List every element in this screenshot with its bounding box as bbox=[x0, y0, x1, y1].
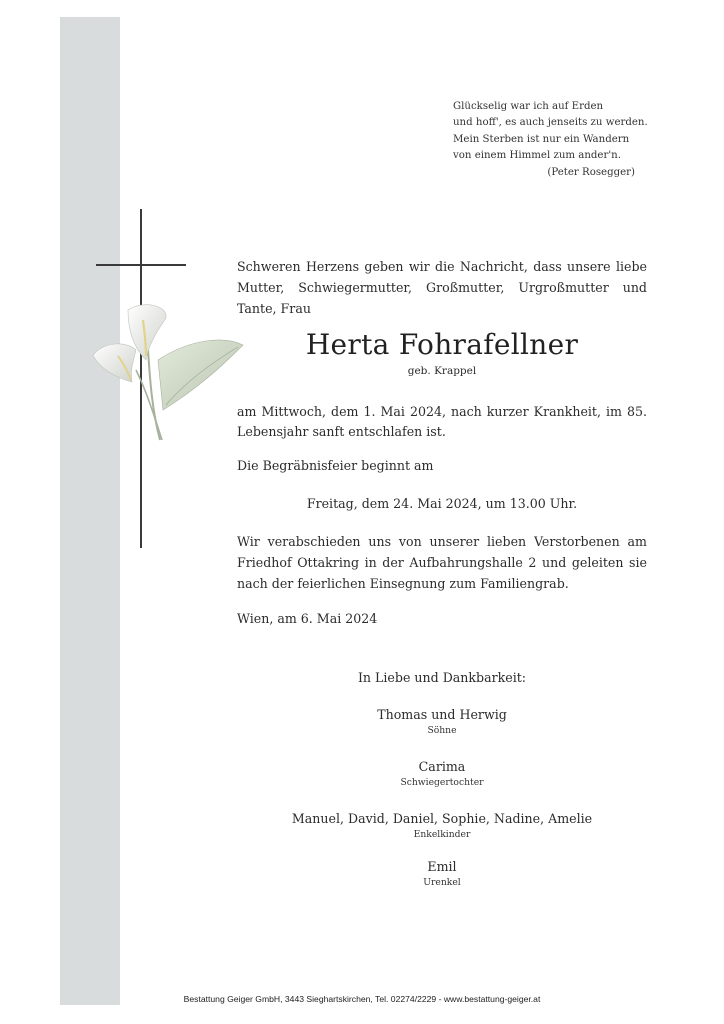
mourner-relation: Enkelkinder bbox=[413, 829, 471, 840]
footer: Bestattung Geiger GmbH, 3443 Sieghartskirchen, Tel. 02274/2229 - www.bestattung-geiger.at bbox=[183, 994, 541, 1004]
quote bbox=[453, 99, 653, 181]
birth-name: geb. Krappel bbox=[407, 365, 477, 377]
funeral-date: Freitag, dem 24. Mai 2024, um 13.00 Uhr. bbox=[306, 496, 578, 511]
mourner-entry bbox=[237, 758, 647, 789]
quote-line: von einem Himmel zum ander'n. bbox=[453, 150, 621, 162]
signoff: In Liebe und Dankbarkeit: bbox=[357, 670, 527, 685]
place-date: Wien, am 6. Mai 2024 bbox=[237, 611, 378, 626]
mourner-entry bbox=[237, 810, 647, 841]
side-band bbox=[60, 17, 120, 1005]
mourner-entry bbox=[237, 858, 647, 889]
funeral-intro: Die Begräbnisfeier beginnt am bbox=[237, 458, 434, 473]
mourner-names: Emil bbox=[427, 859, 457, 874]
mourner-names: Thomas und Herwig bbox=[377, 707, 507, 722]
deceased-name: Herta Fohrafellner bbox=[305, 328, 579, 361]
calla-lily-icon bbox=[88, 290, 248, 450]
quote-line: Glückselig war ich auf Erden bbox=[453, 101, 604, 112]
quote-author: (Peter Rosegger) bbox=[547, 166, 635, 178]
quote-line: und hoff', es auch jenseits zu werden. bbox=[453, 117, 648, 129]
quote-line: Mein Sterben ist nur ein Wandern bbox=[453, 133, 630, 145]
mourner-relation: Söhne bbox=[427, 725, 457, 736]
mourner-relation: Schwiegertochter bbox=[400, 777, 484, 788]
mourner-names: Carima bbox=[418, 759, 466, 774]
announcement-intro: Schweren Herzens geben wir die Nachricht, dass unsere liebe Mutter, Schwiegermutter, Großmutter, Urgroßmutter und Tante, Frau bbox=[237, 259, 647, 316]
mourner-names: Manuel, David, Daniel, Sophie, Nadine, Amelie bbox=[291, 811, 593, 826]
mourner-relation: Urenkel bbox=[423, 877, 461, 888]
death-notice: am Mittwoch, dem 1. Mai 2024, nach kurzer Krankheit, im 85. Lebensjahr sanft entschlafen ist. bbox=[237, 404, 647, 439]
mourner-entry bbox=[237, 706, 647, 737]
farewell-text: Wir verabschieden uns von unserer lieben Verstorbenen am Friedhof Ottakring in der Aufbahrungshalle 2 und geleiten sie nach der feierlichen Einsegnung zum Familiengrab. bbox=[237, 534, 647, 591]
